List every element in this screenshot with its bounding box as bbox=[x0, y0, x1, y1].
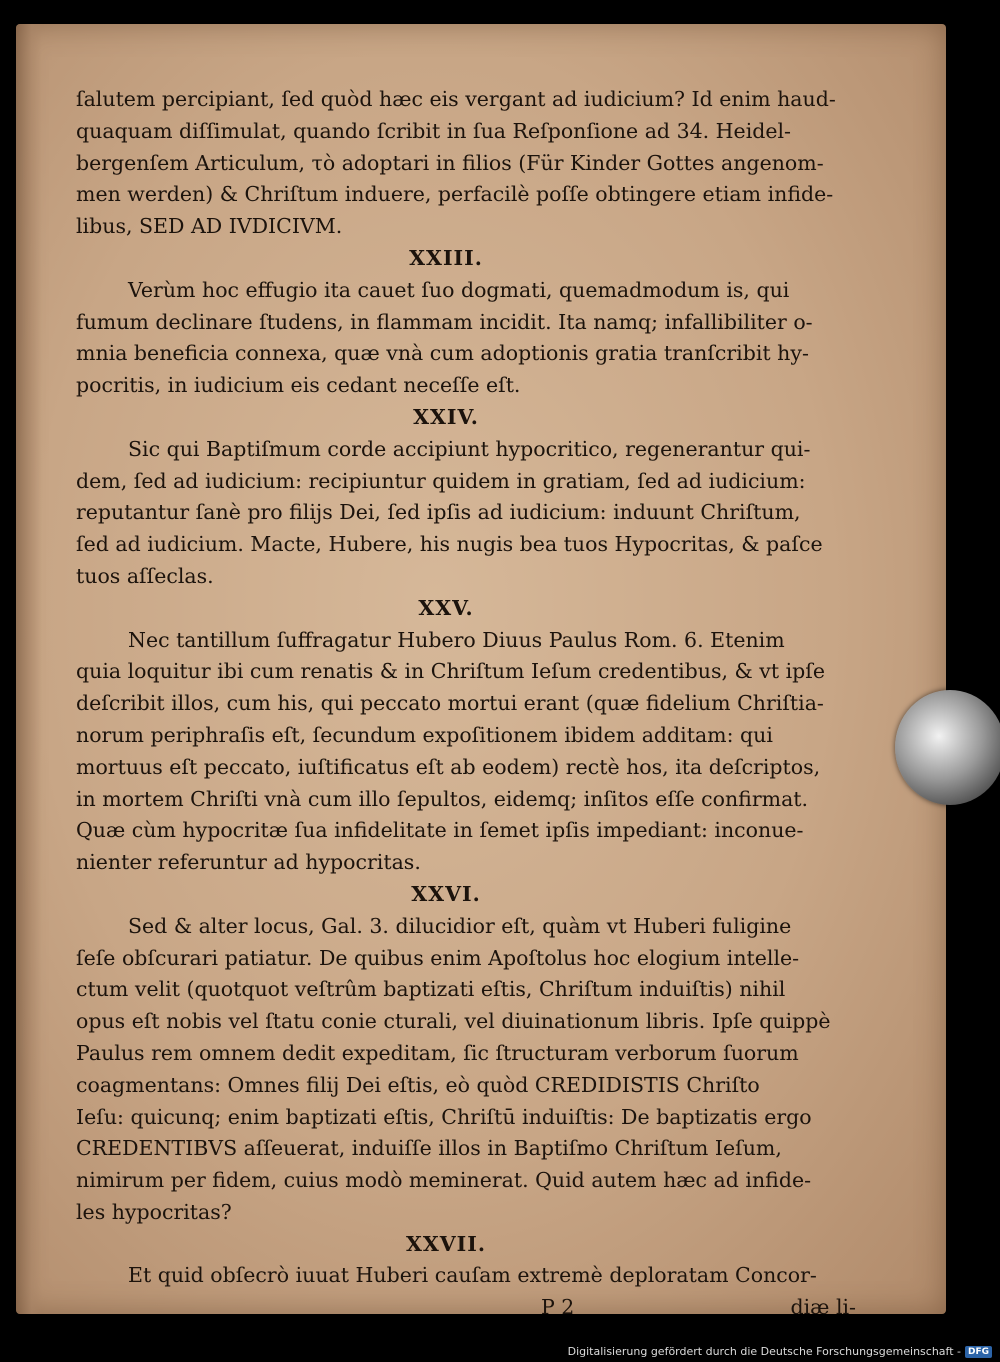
text-line: les hypocritas? bbox=[76, 1199, 232, 1224]
text-line: nienter referuntur ad hypocritas. bbox=[76, 850, 421, 875]
signature-mark: P 2 bbox=[541, 1295, 575, 1314]
text-line: norum periphraſis eſt, ſecundum expoſitionem ibidem additam: qui bbox=[76, 722, 773, 747]
text-line: tuos aſſeclas. bbox=[76, 563, 214, 588]
text-line: in mortem Chriſti vnà cum illo ſepultos, eidemq; inſitos eſſe confirmat. bbox=[76, 786, 809, 811]
dfg-logo: DFG bbox=[965, 1346, 992, 1358]
text-line: deſcribit illos, cum his, qui peccato mortui erant (quæ fidelium Chriſtia- bbox=[76, 691, 824, 716]
text-line: CREDENTIBVS aſſeuerat, induiſſe illos in Baptiſmo Chriſtum Ieſum, bbox=[76, 1136, 782, 1161]
text-line: Sed & alter locus, Gal. 3. dilucidior eſt, quàm vt Huberi fuligine bbox=[128, 913, 792, 938]
page-gutter-shadow bbox=[16, 24, 42, 1314]
text-line: nimirum per fidem, cuius modò meminerat. Quid autem hæc ad infide- bbox=[76, 1168, 812, 1193]
text-line: Paulus rem omnem dedit expeditam, ſic ſtructuram verborum ſuorum bbox=[76, 1040, 799, 1065]
text-line: fumum declinare ſtudens, in flammam incidit. Ita namq; infallibiliter o- bbox=[76, 309, 813, 334]
digitization-credit bbox=[568, 1345, 992, 1358]
section-heading: XXV. bbox=[418, 595, 474, 620]
text-line: reputantur ſanè pro filijs Dei, ſed ipſis ad iudicium: induunt Chriſtum, bbox=[76, 500, 801, 525]
text-line: coagmentans: Omnes filij Dei eſtis, eò quòd CREDIDISTIS Chriſto bbox=[76, 1072, 760, 1097]
text-line: mortuus eſt peccato, iuſtificatus eſt ab eodem) rectè hos, ita deſcriptos, bbox=[76, 754, 821, 779]
text-line: Verùm hoc effugio ita cauet ſuo dogmati, quemadmodum is, qui bbox=[128, 277, 790, 302]
section-heading: XXIII. bbox=[409, 245, 483, 270]
text-line: Quæ cùm hypocritæ ſua infidelitate in ſemet ipſis impediant: inconue- bbox=[76, 818, 804, 843]
text-line: Nec tantillum ſuffragatur Hubero Diuus Paulus Rom. 6. Etenim bbox=[128, 627, 785, 652]
section-heading: XXIV. bbox=[413, 404, 479, 429]
text-line: pocritis, in iudicium eis cedant neceſſe eſt. bbox=[76, 373, 521, 398]
digitization-text: Digitalisierung gefördert durch die Deutsche Forschungsgemeinschaft - bbox=[567, 1345, 961, 1358]
text-line: dem, ſed ad iudicium: recipiuntur quidem in gratiam, ſed ad iudicium: bbox=[76, 468, 806, 493]
text-line: libus, SED AD IVDICIVM. bbox=[76, 214, 343, 239]
text-line: opus eſt nobis vel ſtatu conie cturali, vel diuinationum libris. Ipſe quippè bbox=[76, 1009, 831, 1034]
text-line: ſed ad iudicium. Macte, Hubere, his nugis bea tuos Hypocritas, & paſce bbox=[76, 532, 823, 557]
text-line: Ieſu: quicunq; enim baptizati eſtis, Chriſtū induiſtis: De baptizatis ergo bbox=[76, 1104, 812, 1129]
scanned-page bbox=[16, 24, 946, 1314]
text-line: ſeſe obſcurari patiatur. De quibus enim Apoſtolus hoc elogium intelle- bbox=[76, 945, 800, 970]
section-heading: XXVI. bbox=[411, 881, 481, 906]
text-lines bbox=[76, 84, 856, 1292]
text-line: ctum velit (quotquot veſtrûm baptizati eſtis, Chriſtum induiſtis) nihil bbox=[76, 977, 786, 1002]
scan-clip bbox=[895, 690, 1000, 805]
text-line: quaquam diſſimulat, quando ſcribit in ſua Reſponſione ad 34. Heidel- bbox=[76, 118, 791, 143]
text-line: Et quid obſecrò iuuat Huberi cauſam extremè deploratam Concor- bbox=[128, 1263, 817, 1288]
text-block bbox=[76, 84, 856, 1314]
text-line: mnia beneficia connexa, quæ vnà cum adoptionis gratia tranſcribit hy- bbox=[76, 341, 809, 366]
section-heading: XXVII. bbox=[405, 1231, 487, 1256]
text-line: bergenſem Articulum, τὸ adoptari in filios (Für Kinder Gottes angenom- bbox=[76, 150, 824, 175]
text-line: ſalutem percipiant, ſed quòd hæc eis vergant ad iudicium? Id enim haud- bbox=[76, 87, 836, 111]
page-foot-row bbox=[76, 1292, 856, 1314]
catchword: diæ li- bbox=[790, 1295, 856, 1314]
text-line: Sic qui Baptiſmum corde accipiunt hypocritico, regenerantur qui- bbox=[128, 436, 811, 461]
text-line: men werden) & Chriſtum induere, perfacilè poſſe obtingere etiam infide- bbox=[76, 182, 834, 207]
text-line: quia loquitur ibi cum renatis & in Chriſtum Ieſum credentibus, & vt ipſe bbox=[76, 659, 826, 684]
